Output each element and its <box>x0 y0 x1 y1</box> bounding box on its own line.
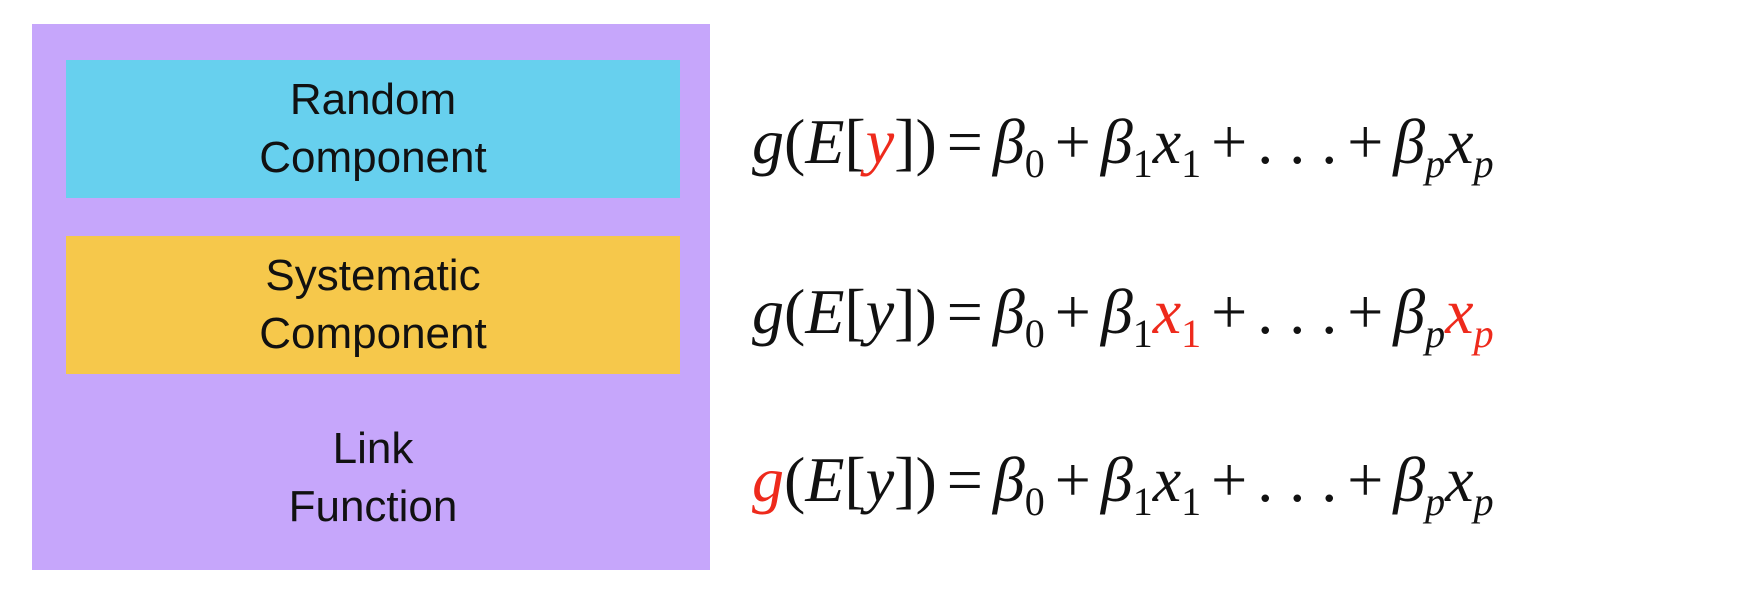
beta: β <box>1100 276 1133 347</box>
predictor-x-highlighted: x <box>1152 276 1182 347</box>
link-g: g <box>752 106 784 177</box>
ellipsis: . . . <box>1257 444 1338 515</box>
random-component-box <box>66 60 680 198</box>
plus-sign: + <box>1347 106 1384 177</box>
open-bracket: [ <box>844 444 866 515</box>
subscript-0: 0 <box>1024 311 1045 356</box>
subscript-1: 1 <box>1132 141 1153 186</box>
beta: β <box>1393 106 1426 177</box>
response-y-highlighted: y <box>865 106 895 177</box>
equals-sign: = <box>946 276 983 347</box>
link-g: g <box>752 276 784 347</box>
subscript-0: 0 <box>1024 141 1045 186</box>
close-bracket-paren: ]) <box>894 444 937 515</box>
response-y: y <box>865 276 895 347</box>
link-function-label-line2: Function <box>288 482 458 531</box>
beta: β <box>992 106 1025 177</box>
open-paren: ( <box>784 276 806 347</box>
subscript-p: p <box>1473 141 1494 186</box>
equation-link-function <box>752 444 1494 524</box>
predictor-x: x <box>1152 106 1182 177</box>
equals-sign: = <box>946 444 983 515</box>
link-function-label-line1: Link <box>332 424 414 473</box>
subscript-1: 1 <box>1181 141 1202 186</box>
predictor-x-highlighted: x <box>1445 276 1474 347</box>
components-panel <box>32 24 710 570</box>
equation-random-component <box>752 106 1494 186</box>
subscript-1-highlighted: 1 <box>1181 311 1202 356</box>
ellipsis: . . . <box>1257 106 1338 177</box>
subscript-0: 0 <box>1024 479 1045 524</box>
predictor-x: x <box>1445 444 1474 515</box>
predictor-x: x <box>1445 106 1474 177</box>
random-component-label-line1: Random <box>289 75 457 124</box>
systematic-component-label-line1: Systematic <box>265 251 481 300</box>
expectation-e: E <box>805 276 845 347</box>
beta: β <box>1100 444 1133 515</box>
plus-sign: + <box>1054 444 1091 515</box>
link-function-box <box>66 404 680 552</box>
subscript-1: 1 <box>1132 311 1153 356</box>
plus-sign: + <box>1054 276 1091 347</box>
subscript-p-highlighted: p <box>1473 311 1494 356</box>
equals-sign: = <box>946 106 983 177</box>
random-component-label-line2: Component <box>259 133 487 182</box>
response-y: y <box>865 444 895 515</box>
subscript-p: p <box>1425 141 1446 186</box>
plus-sign: + <box>1054 106 1091 177</box>
plus-sign: + <box>1347 276 1384 347</box>
beta: β <box>1393 444 1426 515</box>
equation-systematic-component <box>752 276 1494 356</box>
subscript-p: p <box>1425 479 1446 524</box>
systematic-component-label-line2: Component <box>259 309 487 358</box>
open-bracket: [ <box>844 276 866 347</box>
close-bracket-paren: ]) <box>894 276 937 347</box>
beta: β <box>1100 106 1133 177</box>
open-bracket: [ <box>844 106 866 177</box>
ellipsis: . . . <box>1257 276 1338 347</box>
expectation-e: E <box>805 444 845 515</box>
plus-sign: + <box>1347 444 1384 515</box>
beta: β <box>1393 276 1426 347</box>
subscript-p: p <box>1473 479 1494 524</box>
plus-sign: + <box>1211 276 1248 347</box>
subscript-1: 1 <box>1181 479 1202 524</box>
expectation-e: E <box>805 106 845 177</box>
close-bracket-paren: ]) <box>894 106 937 177</box>
systematic-component-box <box>66 236 680 374</box>
predictor-x: x <box>1152 444 1182 515</box>
open-paren: ( <box>784 106 806 177</box>
link-g-highlighted: g <box>752 444 784 515</box>
subscript-1: 1 <box>1132 479 1153 524</box>
plus-sign: + <box>1211 444 1248 515</box>
plus-sign: + <box>1211 106 1248 177</box>
beta: β <box>992 276 1025 347</box>
subscript-p: p <box>1425 311 1446 356</box>
beta: β <box>992 444 1025 515</box>
open-paren: ( <box>784 444 806 515</box>
